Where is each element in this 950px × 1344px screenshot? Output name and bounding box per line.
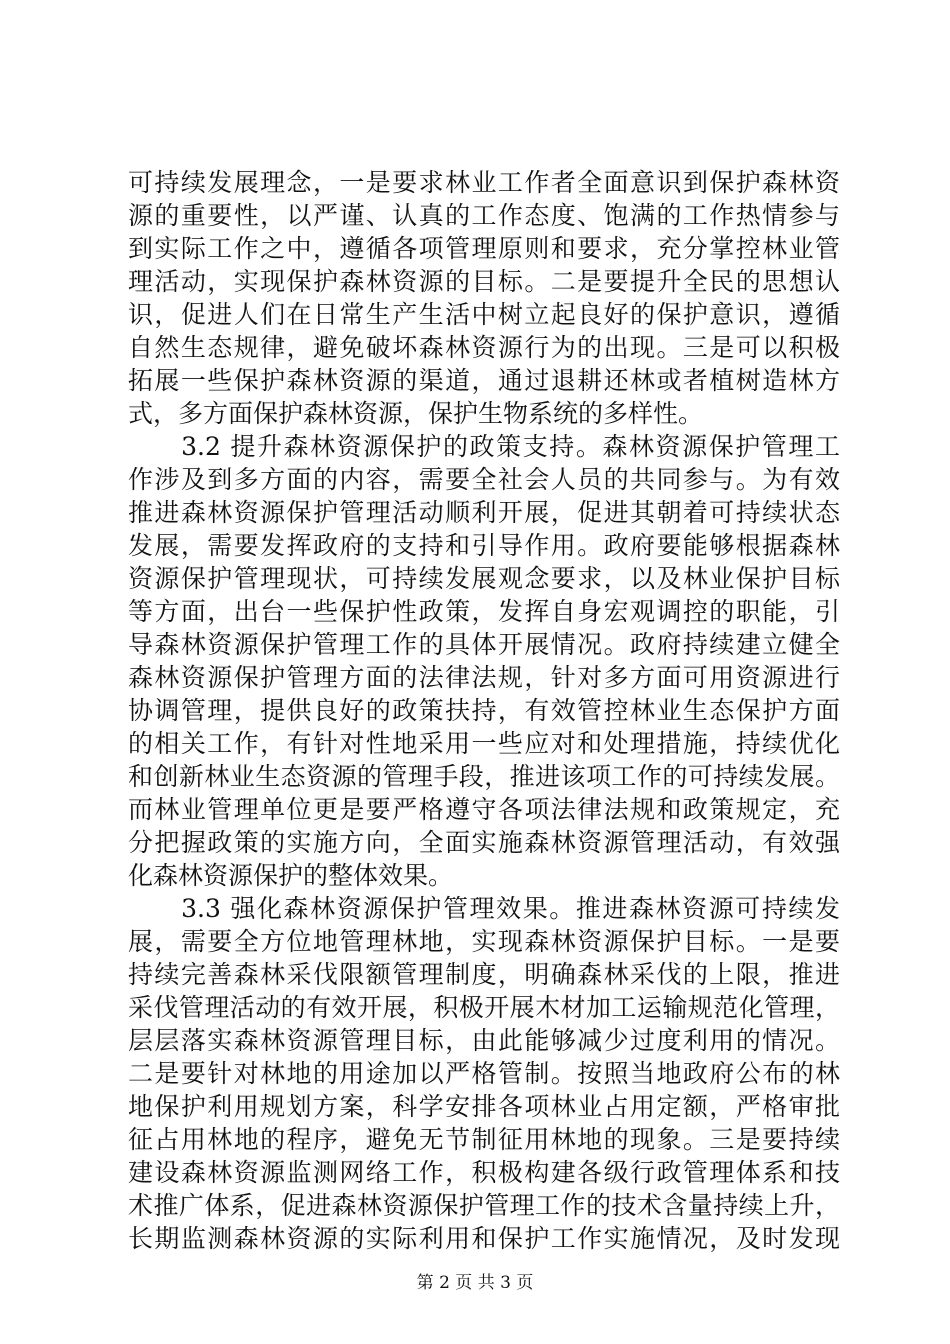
text-line: 等方面，出台一些保护性政策，发挥自身宏观调控的职能，引 [128,597,840,626]
text-line: 采伐管理活动的有效开展，积极开展木材加工运输规范化管理， [128,993,840,1022]
text-line: 导森林资源保护管理工作的具体开展情况。政府持续建立健全 [128,630,840,659]
paragraph-2 [128,430,840,892]
paragraph-3 [128,892,840,1255]
document-body [128,166,840,1255]
text-line: 分把握政策的实施方向，全面实施森林资源管理活动，有效强 [128,828,840,857]
text-line: 长期监测森林资源的实际利用和保护工作实施情况，及时发现 [128,1224,840,1253]
text-line: 拓展一些保护森林资源的渠道，通过退耕还林或者植树造林方 [128,366,840,395]
text-line: 地保护利用规划方案，科学安排各项林业占用定额，严格审批 [128,1092,840,1121]
text-line: 到实际工作之中，遵循各项管理原则和要求，充分掌控林业管 [128,234,840,263]
text-line: 征占用林地的程序，避免无节制征用林地的现象。三是要持续 [128,1125,840,1154]
text-line: 源的重要性，以严谨、认真的工作态度、饱满的工作热情参与 [128,201,840,230]
page-number-footer: 第 2 页 共 3 页 [416,1273,534,1293]
text-line: 3.2 提升森林资源保护的政策支持。森林资源保护管理工 [128,432,840,461]
text-line: 持续完善森林采伐限额管理制度，明确森林采伐的上限，推进 [128,960,840,989]
text-line: 建设森林资源监测网络工作，积极构建各级行政管理体系和技 [128,1158,840,1187]
text-line: 协调管理，提供良好的政策扶持，有效管控林业生态保护方面 [128,696,840,725]
text-line: 术推广体系，促进森林资源保护管理工作的技术含量持续上升， [128,1191,840,1220]
text-line: 理活动，实现保护森林资源的目标。二是要提升全民的思想认 [128,267,840,296]
text-line: 二是要针对林地的用途加以严格管制。按照当地政府公布的林 [128,1059,840,1088]
text-line: 识，促进人们在日常生产生活中树立起良好的保护意识，遵循 [128,300,840,329]
text-line: 森林资源保护管理方面的法律法规，针对多方面可用资源进行 [128,663,840,692]
text-line: 层层落实森林资源管理目标，由此能够减少过度利用的情况。 [128,1026,840,1055]
text-line: 发展，需要发挥政府的支持和引导作用。政府要能够根据森林 [128,531,840,560]
text-line: 的相关工作，有针对性地采用一些应对和处理措施，持续优化 [128,729,840,758]
text-line: 和创新林业生态资源的管理手段，推进该项工作的可持续发展。 [128,762,840,791]
text-line: 资源保护管理现状，可持续发展观念要求，以及林业保护目标 [128,564,840,593]
text-line: 推进森林资源保护管理活动顺利开展，促进其朝着可持续状态 [128,498,840,527]
text-line: 化森林资源保护的整体效果。 [128,861,454,890]
paragraph-1 [128,166,840,430]
text-line: 展，需要全方位地管理林地，实现森林资源保护目标。一是要 [128,927,840,956]
text-line: 可持续发展理念，一是要求林业工作者全面意识到保护森林资 [128,168,840,197]
text-line: 式，多方面保护森林资源，保护生物系统的多样性。 [128,399,704,428]
text-line: 而林业管理单位更是要严格遵守各项法律法规和政策规定，充 [128,795,840,824]
text-line: 自然生态规律，避免破坏森林资源行为的出现。三是可以积极 [128,333,840,362]
text-line: 作涉及到多方面的内容，需要全社会人员的共同参与。为有效 [128,465,840,494]
text-line: 3.3 强化森林资源保护管理效果。推进森林资源可持续发 [128,894,840,923]
